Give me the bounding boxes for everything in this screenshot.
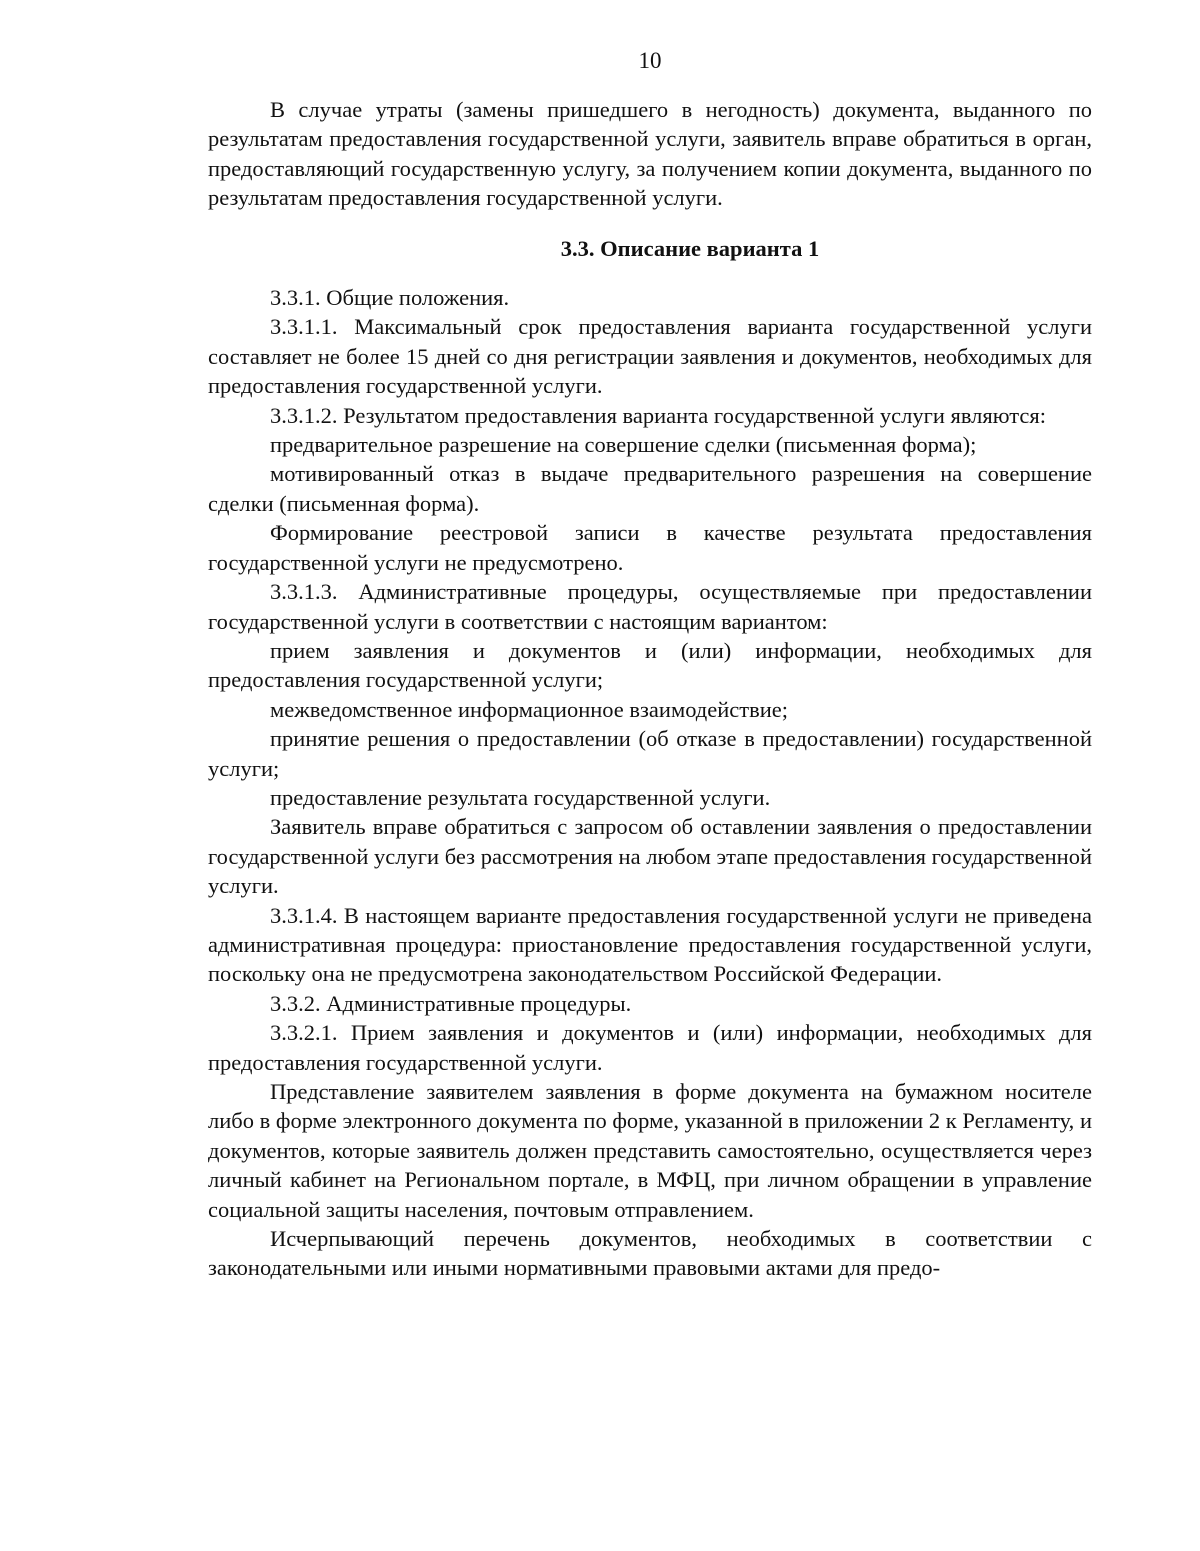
section-heading: 3.3. Описание варианта 1 [560,235,820,261]
intro-paragraph: В случае утраты (замены пришедшего в негодность) документа, выданного по результатам предоставления государственной услуги, заявитель вправе обратиться в орган, предоставляющий государственную услугу, за получением копии документа, выданного по результатам предоставления государственной услуги. [208,97,1092,211]
paragraph-3-3-1-4: 3.3.1.4. В настоящем варианте предоставления государственной услуги не приведена административная процедура: приостановление предоставления государственной услуги, поскольку она не предусмотрена законодательством Российской Федерации. [208,902,1092,987]
paragraph-3-3-1: 3.3.1. Общие положения. [270,285,510,311]
result-item-refusal: мотивированный отказ в выдаче предварительного разрешения на совершение сделки (письменная форма). [208,461,1092,516]
paragraph-3-3-1-2: 3.3.1.2. Результатом предоставления варианта государственной услуги являются: [270,402,1046,428]
document-body [208,95,1092,1283]
paragraph-3-3-1-3: 3.3.1.3. Административные процедуры, осуществляемые при предоставлении государственной услуги в соответствии с настоящим вариантом: [208,579,1092,634]
procedure-item-decision: принятие решения о предоставлении (об отказе в предоставлении) государственной услуги; [208,726,1092,781]
procedure-item-interagency: межведомственное информационное взаимодействие; [270,696,788,722]
withdrawal-paragraph: Заявитель вправе обратиться с запросом об оставлении заявления о предоставлении государственной услуги без рассмотрения на любом этапе предоставления государственной услуги. [208,814,1092,899]
result-item-permission: предварительное разрешение на совершение сделки (письменная форма); [270,432,977,458]
paragraph-3-3-1-1: 3.3.1.1. Максимальный срок предоставления варианта государственной услуги составляет не более 15 дней со дня регистрации заявления и документов, необходимых для предоставления государственной услуги. [208,314,1092,399]
paragraph-3-3-2-1: 3.3.2.1. Прием заявления и документов и (или) информации, необходимых для предоставления государственной услуги. [208,1020,1092,1075]
documents-list-paragraph: Исчерпывающий перечень документов, необходимых в соответствии с законодательными или иными нормативными правовыми актами для предо- [208,1226,1092,1281]
paragraph-3-3-2: 3.3.2. Административные процедуры. [270,990,632,1016]
page-number: 10 [638,48,662,73]
procedure-item-result: предоставление результата государственной услуги. [270,784,771,810]
registry-record-paragraph: Формирование реестровой записи в качестве результата предоставления государственной услуги не предусмотрено. [208,520,1092,575]
procedure-item-reception: прием заявления и документов и (или) информации, необходимых для предоставления государственной услуги; [208,637,1092,693]
submission-paragraph: Представление заявителем заявления в форме документа на бумажном носителе либо в форме электронного документа по форме, указанной в приложении 2 к Регламенту, и документов, которые заявитель должен представить самостоятельно, осуществляется через личный кабинет на Региональном портале, в МФЦ, при личном обращении в управление социальной защиты населения, почтовым отправлением. [208,1079,1092,1222]
